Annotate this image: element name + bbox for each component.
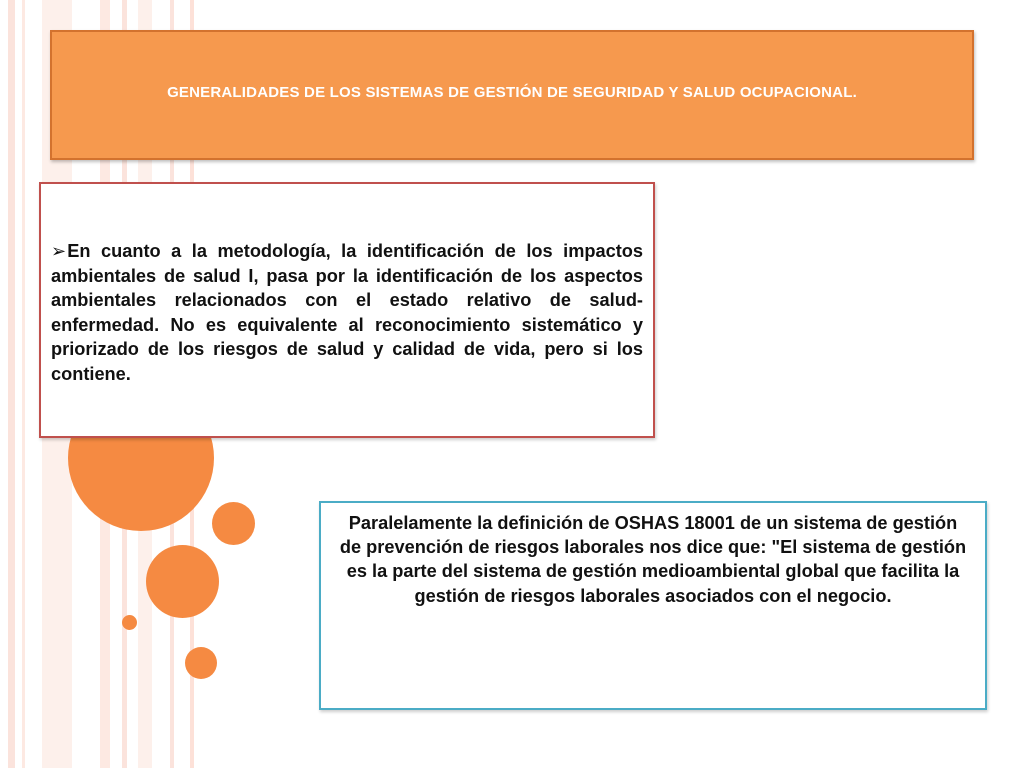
methodology-paragraph [51,239,643,386]
decor-circle [185,647,217,679]
decor-circle [212,502,255,545]
definition-textbox [319,501,987,710]
methodology-textbox [39,182,655,438]
decor-circle [146,545,219,618]
definition-paragraph: Paralelamente la definición de OSHAS 18001 de un sistema de gestión de prevención de riesgos laborales nos dice que: "El sistema de gestión es la parte del sistema de gestión medioambiental global que facilita la gestión de riesgos laborales asociados con el negocio. [339,513,967,606]
decor-stripe [22,0,25,768]
arrow-bullet-icon: ➢ [51,241,67,261]
decor-circle-small [122,615,137,630]
slide-title: GENERALIDADES DE LOS SISTEMAS DE GESTIÓN DE SEGURIDAD Y SALUD OCUPACIONAL. [167,83,857,101]
slide-title-banner [50,30,974,160]
decor-stripe [8,0,15,768]
methodology-text: En cuanto a la metodología, la identificación de los impactos ambientales de salud I, pasa por la identificación de los aspectos ambientales relacionados con el estado relativo de salud-enfermedad. No es equivalente al reconocimiento sistemático y priorizado de los riesgos de salud y calidad de vida, pero si los contiene. [51,241,643,384]
